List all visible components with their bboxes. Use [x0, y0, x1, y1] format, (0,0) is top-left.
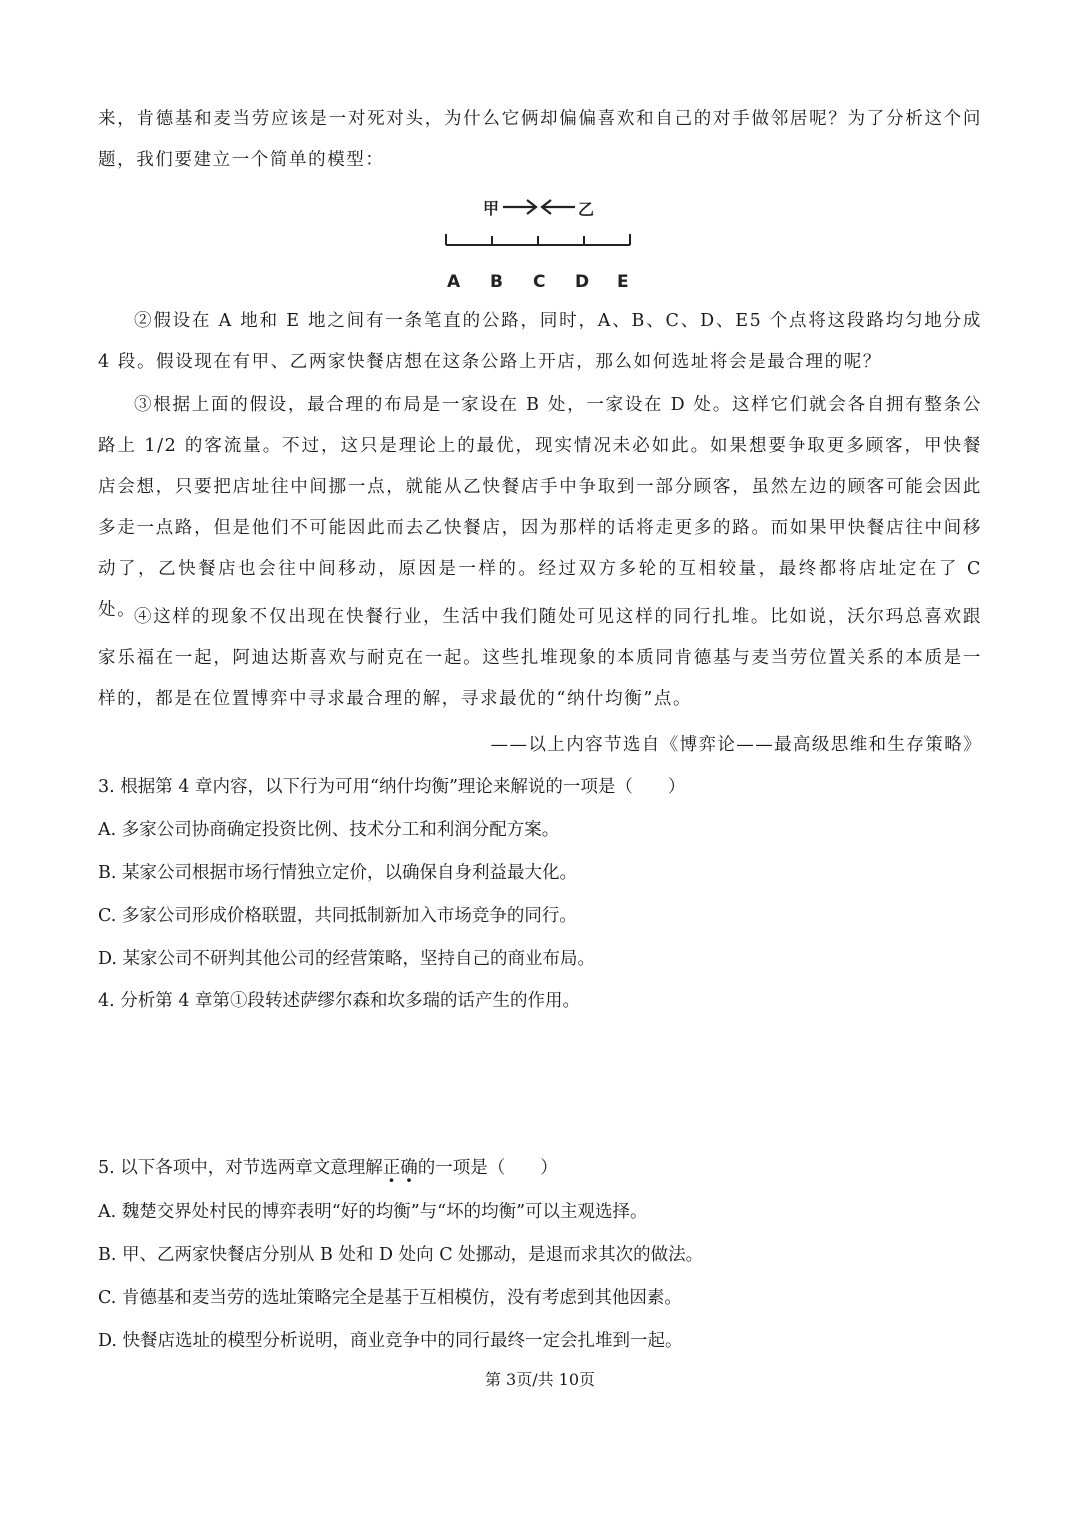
question-3-option-d: D. 某家公司不研判其他公司的经营策略，坚持自己的商业布局。 [98, 949, 596, 969]
question-5-stem-pre: 5. 以下各项中，对节选两章文意理解 [98, 1158, 383, 1178]
question-3-option-c: C. 多家公司形成价格联盟，共同抵制新加入市场竞争的同行。 [98, 906, 577, 926]
point-label-a: A [447, 272, 461, 292]
question-5-option-a: A. 魏楚交界处村民的博弈表明“好的均衡”与“坏的均衡”可以主观选择。 [98, 1202, 648, 1222]
question-4-stem: 4. 分析第 4 章第①段转述萨缪尔森和坎多瑞的话产生的作用。 [98, 991, 581, 1011]
paragraph-4: ④这样的现象不仅出现在快餐行业，生活中我们随处可见这样的同行扎堆。比如说，沃尔玛总喜欢跟家乐福在一起，阿迪达斯喜欢与耐克在一起。这些扎堆现象的本质同肯德基与麦当劳位置关系的本质是一样的，都是在位置博弈中寻求最合理的解，寻求最优的“纳什均衡”点。 [98, 607, 982, 709]
intro-paragraph: 来，肯德基和麦当劳应该是一对死对头，为什么它俩却偏偏喜欢和自己的对手做邻居呢？为了分析这个问题，我们要建立一个简单的模型： [98, 109, 982, 170]
question-5-option-d: D. 快餐店选址的模型分析说明，商业竞争中的同行最终一定会扎堆到一起。 [98, 1331, 683, 1351]
diagram-label-left: 甲 [483, 199, 500, 218]
question-5-option-c: C. 肯德基和麦当劳的选址策略完全是基于互相模仿，没有考虑到其他因素。 [98, 1288, 682, 1308]
point-label-e: E [617, 272, 629, 292]
question-5-stem-post: 的一项是（ ） [417, 1158, 558, 1178]
emphasis-char-2: 确 [400, 1158, 418, 1178]
question-5-stem [98, 1156, 558, 1180]
question-3-option-b: B. 某家公司根据市场行情独立定价，以确保自身利益最大化。 [98, 863, 577, 883]
page-footer: 第 3页/共 10页 [484, 1370, 596, 1389]
paragraph-3: ③根据上面的假设，最合理的布局是一家设在 B 处，一家设在 D 处。这样它们就会各自拥有整条公路上 1/2 的客流量。不过，这只是理论上的最优，现实情况未必如此。如果想要争取更多顾客，甲快餐店会想，只要把店址往中间挪一点，就能从乙快餐店手中争取到一部分顾客，虽然左边的顾客可能会因此多走一点路，但是他们不可能因此而去乙快餐店，因为那样的话将走更多的路。而如果甲快餐店往中间移动了，乙快餐店也会往中间移动，原因是一样的。经过双方多轮的互相较量，最终都将店址定在了 C 处。 [98, 395, 982, 620]
emphasis-char-1: 正 [382, 1158, 401, 1178]
question-5-option-b: B. 甲、乙两家快餐店分别从 B 处和 D 处向 C 处挪动，是退而求其次的做法。 [98, 1245, 704, 1265]
point-label-b: B [490, 272, 503, 292]
source-citation: ——以上内容节选自《博弈论——最高级思维和生存策略》 [490, 735, 982, 755]
point-label-c: C [533, 272, 546, 292]
road-model-diagram [430, 188, 650, 298]
diagram-label-right: 乙 [578, 200, 595, 219]
question-3-stem: 3. 根据第 4 章内容，以下行为可用“纳什均衡”理论来解说的一项是（ ） [98, 777, 686, 797]
paragraph-2: ②假设在 A 地和 E 地之间有一条笔直的公路，同时，A、B、C、D、E5 个点将这段路均匀地分成 4 段。假设现在有甲、乙两家快餐店想在这条公路上开店，那么如何选址将会是最合理的呢？ [98, 311, 982, 372]
point-label-d: D [575, 272, 590, 292]
question-3-option-a: A. 多家公司协商确定投资比例、技术分工和利润分配方案。 [98, 820, 560, 840]
